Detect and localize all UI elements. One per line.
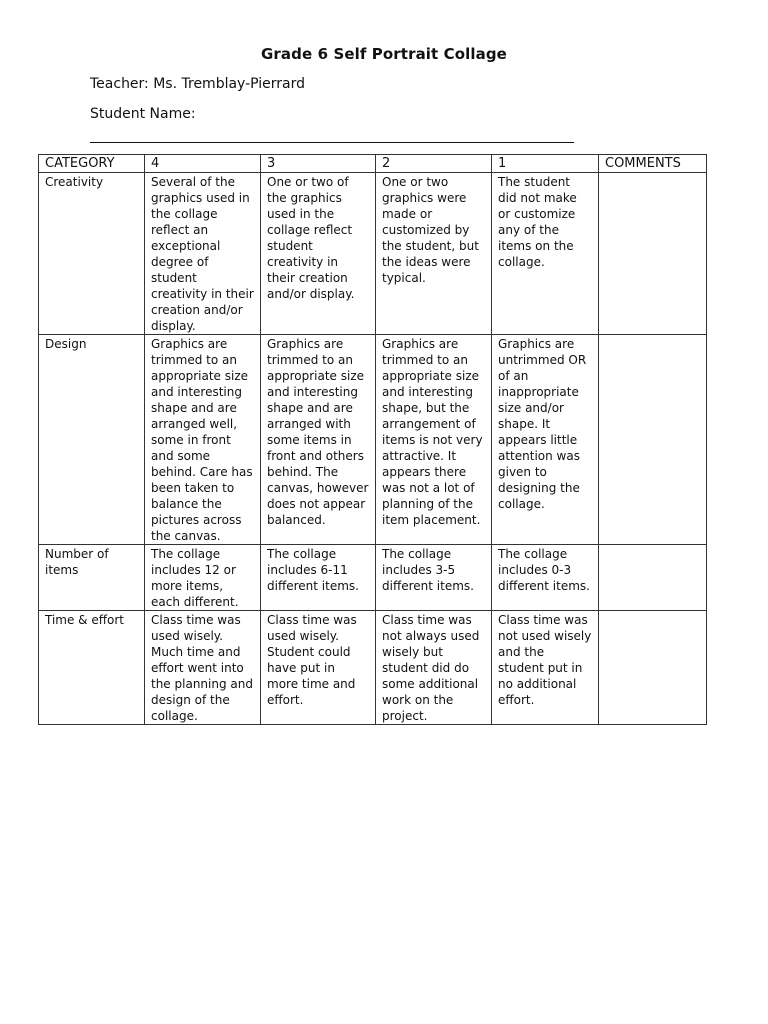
creativity-score-1: The student did not make or customize any of the items on the collage. (492, 173, 599, 335)
table-row (39, 545, 707, 611)
design-comments (599, 335, 707, 545)
number-score-2: The collage includes 3-5 different items. (376, 545, 492, 611)
number-comments (599, 545, 707, 611)
category-number-of-items: Number of items (39, 545, 145, 611)
teacher-line: Teacher: Ms. Tremblay-Pierrard (90, 76, 306, 92)
creativity-score-3: One or two of the graphics used in the collage reflect student creativity in their creation and/or display. (261, 173, 376, 335)
category-design: Design (39, 335, 145, 545)
header-category: CATEGORY (39, 155, 145, 173)
student-name-label: Student Name: (90, 106, 196, 122)
rubric-table (38, 154, 707, 725)
header-score-1: 1 (492, 155, 599, 173)
design-score-2: Graphics are trimmed to an appropriate size and interesting shape, but the arrangement of items is not very attractive. It appears there was not a lot of planning of the item placement. (376, 335, 492, 545)
design-score-3: Graphics are trimmed to an appropriate size and interesting shape and are arranged with some items in front and others behind. The canvas, however does not appear balanced. (261, 335, 376, 545)
creativity-score-4: Several of the graphics used in the collage reflect an exceptional degree of student creativity in their creation and/or display. (145, 173, 261, 335)
time-score-3: Class time was used wisely. Student could have put in more time and effort. (261, 611, 376, 725)
design-score-1: Graphics are untrimmed OR of an inappropriate size and/or shape. It appears little attention was given to designing the collage. (492, 335, 599, 545)
document-title: Grade 6 Self Portrait Collage (261, 45, 507, 63)
table-header-row (39, 155, 707, 173)
creativity-comments (599, 173, 707, 335)
header-score-4: 4 (145, 155, 261, 173)
category-time-effort: Time & effort (39, 611, 145, 725)
table-row (39, 335, 707, 545)
table-row (39, 173, 707, 335)
time-score-4: Class time was used wisely. Much time and effort went into the planning and design of the collage. (145, 611, 261, 725)
table-row (39, 611, 707, 725)
number-score-4: The collage includes 12 or more items, each different. (145, 545, 261, 611)
category-creativity: Creativity (39, 173, 145, 335)
student-name-blank-line (90, 142, 574, 143)
time-score-1: Class time was not used wisely and the student put in no additional effort. (492, 611, 599, 725)
time-score-2: Class time was not always used wisely but student did do some additional work on the project. (376, 611, 492, 725)
design-score-4: Graphics are trimmed to an appropriate size and interesting shape and are arranged well, some in front and some behind. Care has been taken to balance the pictures across the canvas. (145, 335, 261, 545)
header-score-2: 2 (376, 155, 492, 173)
header-score-3: 3 (261, 155, 376, 173)
number-score-3: The collage includes 6-11 different items. (261, 545, 376, 611)
creativity-score-2: One or two graphics were made or customized by the student, but the ideas were typical. (376, 173, 492, 335)
time-comments (599, 611, 707, 725)
header-comments: COMMENTS (599, 155, 707, 173)
number-score-1: The collage includes 0-3 different items. (492, 545, 599, 611)
